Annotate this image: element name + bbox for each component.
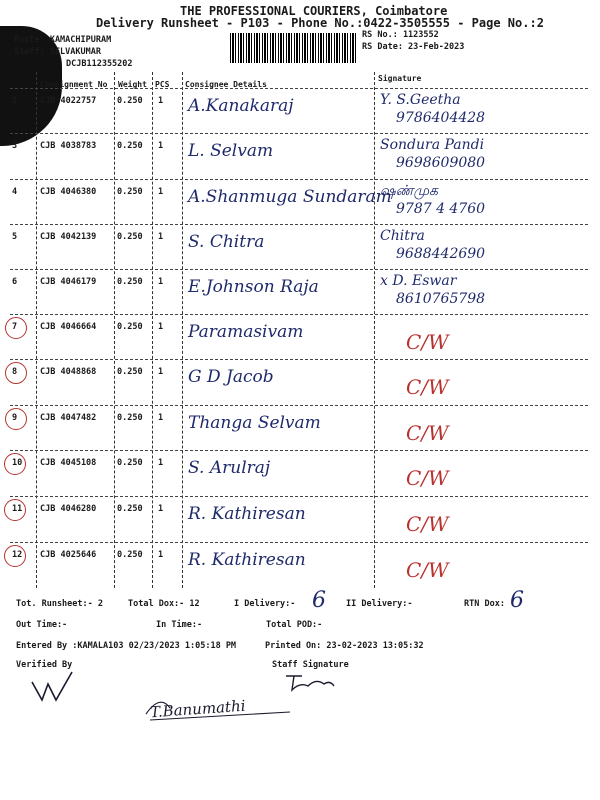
row-sno: 12 — [12, 550, 23, 560]
route-label: Route: KAMACHIPURAM — [14, 35, 112, 45]
signature-name: T.Banumathi — [149, 696, 247, 722]
row-pcs: 1 — [158, 277, 164, 287]
row-consignment-no: CJB 4046664 — [40, 322, 97, 332]
row-circle-mark — [4, 453, 26, 475]
row-circle-mark — [4, 499, 26, 521]
row-circle-mark — [5, 362, 27, 384]
row-pcs: 1 — [158, 141, 164, 151]
row-consignment-no: CJB 4025646 — [40, 550, 97, 560]
col-header-pcs: PCS — [155, 80, 170, 89]
rs-number: RS No.: 1123552 — [362, 30, 439, 40]
row-weight: 0.250 — [117, 141, 143, 151]
row-weight: 0.250 — [117, 322, 143, 332]
row-consignment-no: CJB 4047482 — [40, 413, 97, 423]
row-signature: C/W — [406, 558, 449, 582]
row-signature: C/W — [406, 466, 449, 490]
row-pcs: 1 — [158, 413, 164, 423]
row-sno: 6 — [12, 277, 18, 287]
row-divider — [10, 542, 588, 543]
manifest-number: DCJB112355202 — [66, 59, 133, 69]
in-time: In Time:- — [156, 620, 203, 630]
row-sno: 7 — [12, 322, 18, 332]
row-consignment-no: CJB 4042139 — [40, 232, 97, 242]
col-header-signature: Signature — [378, 74, 422, 83]
row-consignee-name: A.Shanmuga Sundaram — [188, 187, 392, 207]
runsheet-title: Delivery Runsheet - P103 - Phone No.:0422-3505555 - Page No.:2 — [96, 16, 544, 30]
row-signature: C/W — [406, 512, 449, 536]
rs-date: RS Date: 23-Feb-2023 — [362, 42, 465, 52]
row-pcs: 1 — [158, 550, 164, 560]
row-consignment-no: CJB 4045108 — [40, 458, 97, 468]
row-weight: 0.250 — [117, 232, 143, 242]
row-weight: 0.250 — [117, 96, 143, 106]
row-pcs: 1 — [158, 322, 164, 332]
row-divider — [10, 179, 588, 180]
col-header-consignee: Consignee Details — [185, 80, 267, 89]
verified-by: Verified By — [16, 660, 73, 670]
table-column-divider — [374, 72, 375, 588]
staff-signature-label: Staff Signature — [272, 660, 349, 670]
row-consignee-name: L. Selvam — [188, 141, 274, 161]
row-consignee-name: S. Arulraj — [188, 458, 271, 478]
row-sno: 2 — [12, 96, 18, 106]
row-pcs: 1 — [158, 232, 164, 242]
row-consignee-name: A.Kanakaraj — [188, 96, 294, 116]
row-signature: Sondura Pandi — [380, 137, 485, 153]
row-pcs: 1 — [158, 458, 164, 468]
col-header-weight: Weight — [118, 80, 147, 89]
row-divider — [10, 359, 588, 360]
row-consignment-no: CJB 4038783 — [40, 141, 97, 151]
row-weight: 0.250 — [117, 458, 143, 468]
row-consignment-no: CJB 4048868 — [40, 367, 97, 377]
row-pcs: 1 — [158, 187, 164, 197]
row-signature: C/W — [406, 330, 449, 354]
row-signature: x D. Eswar — [380, 273, 457, 289]
row-divider — [10, 450, 588, 451]
total-pod: Total POD:- — [266, 620, 323, 630]
staff-label: Staff: SELVAKUMAR — [14, 47, 101, 57]
row-sno: 4 — [12, 187, 18, 197]
row-phone: 9698609080 — [396, 155, 486, 171]
row-weight: 0.250 — [117, 413, 143, 423]
row-consignee-name: R. Kathiresan — [188, 550, 306, 570]
row-consignee-name: S. Chitra — [188, 232, 265, 252]
row-weight: 0.250 — [117, 550, 143, 560]
row-signature: Y. S.Geetha — [380, 92, 461, 108]
row-divider — [10, 133, 588, 134]
table-column-divider — [182, 72, 183, 588]
row-weight: 0.250 — [117, 367, 143, 377]
row-sno: 9 — [12, 413, 18, 423]
company-title: THE PROFESSIONAL COURIERS, Coimbatore — [180, 4, 448, 18]
row-phone: 9688442690 — [396, 246, 486, 262]
row-consignee-name: E.Johnson Raja — [188, 277, 319, 297]
row-signature: Chitra — [380, 228, 425, 244]
tot-runsheet: Tot. Runsheet:- 2 — [16, 599, 103, 609]
i-delivery: I Delivery:- — [234, 599, 296, 609]
row-consignee-name: G D Jacob — [188, 367, 274, 387]
row-signature: C/W — [406, 375, 449, 399]
row-divider — [10, 269, 588, 270]
row-pcs: 1 — [158, 96, 164, 106]
row-consignment-no: CJB 4046179 — [40, 277, 97, 287]
row-pcs: 1 — [158, 504, 164, 514]
row-pcs: 1 — [158, 367, 164, 377]
row-sno: 8 — [12, 367, 18, 377]
row-sno: 5 — [12, 232, 18, 242]
row-consignment-no: CJB 4046380 — [40, 187, 97, 197]
signature-flourish — [140, 690, 300, 730]
row-weight: 0.250 — [117, 187, 143, 197]
row-weight: 0.250 — [117, 277, 143, 287]
printed-on: Printed On: 23-02-2023 13:05:32 — [265, 641, 424, 651]
table-column-divider — [152, 72, 153, 588]
row-sno: 11 — [12, 504, 23, 514]
row-consignee-name: Thanga Selvam — [188, 413, 321, 433]
out-time: Out Time:- — [16, 620, 68, 630]
rtn-dox: RTN Dox: — [464, 599, 505, 609]
i-delivery-value: 6 — [312, 588, 326, 613]
row-sno: 10 — [12, 458, 23, 468]
entered-by: Entered By :KAMALA103 02/23/2023 1:05:18 PM — [16, 641, 237, 651]
row-circle-mark — [5, 317, 27, 339]
row-consignment-no: CJB 4046280 — [40, 504, 97, 514]
row-phone: 9787 4 4760 — [396, 201, 486, 217]
row-consignment-no: CJB 4022757 — [40, 96, 97, 106]
row-sno: 3 — [12, 141, 18, 151]
row-divider — [10, 405, 588, 406]
row-divider — [10, 496, 588, 497]
verifier-signature — [28, 670, 78, 705]
row-phone: 9786404428 — [396, 110, 486, 126]
row-weight: 0.250 — [117, 504, 143, 514]
col-header-consignment: Consignment No — [40, 80, 108, 89]
row-phone: 8610765798 — [396, 291, 486, 307]
rtn-dox-value: 6 — [510, 588, 524, 613]
row-circle-mark — [4, 545, 26, 567]
row-signature: C/W — [406, 421, 449, 445]
row-circle-mark — [5, 408, 27, 430]
row-divider — [10, 314, 588, 315]
row-consignee-name: R. Kathiresan — [188, 504, 306, 524]
row-divider — [10, 224, 588, 225]
barcode — [230, 33, 358, 63]
ii-delivery: II Delivery:- — [346, 599, 413, 609]
table-column-divider — [114, 72, 115, 588]
row-consignee-name: Paramasivam — [188, 322, 304, 342]
row-signature: ஷண்முக — [380, 183, 438, 199]
total-dox: Total Dox:- 12 — [128, 599, 200, 609]
table-column-divider — [36, 72, 37, 588]
